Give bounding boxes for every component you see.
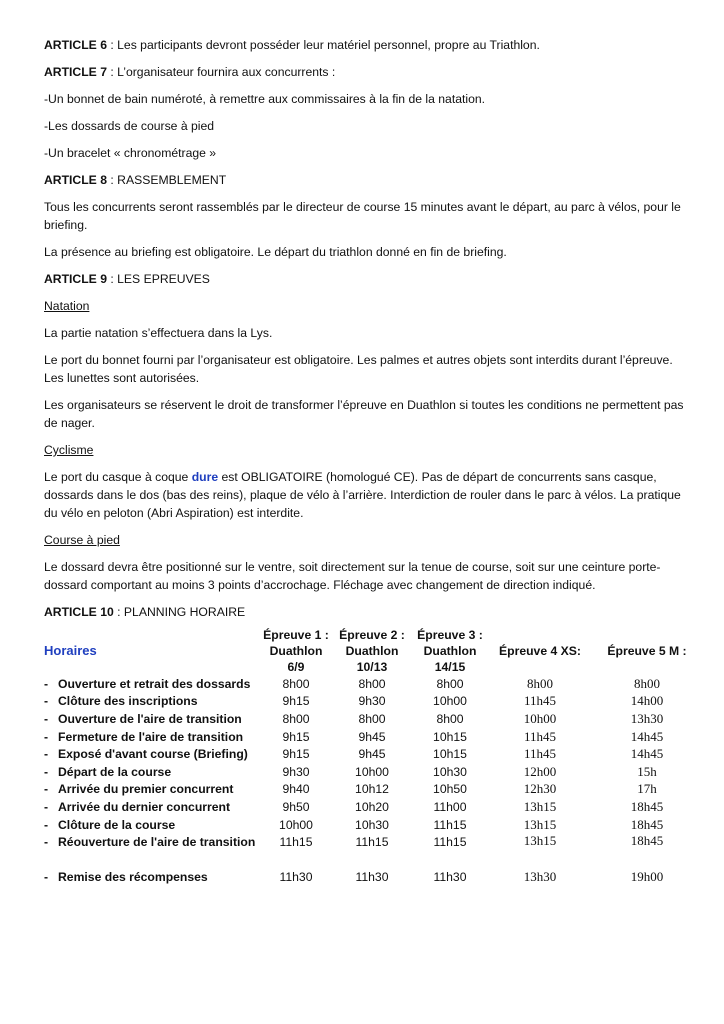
spacer-row: [44, 851, 704, 869]
row-bullet: -: [44, 835, 49, 850]
schedule-table: [44, 627, 704, 886]
natation-paragraph: Le port du bonnet fourni par l’organisateur est obligatoire. Les palmes et autres objets sont interdits durant l’épreuve. Les lunettes sont autorisées.: [44, 353, 673, 385]
table-row: [44, 816, 704, 834]
time-cell: 14h45: [630, 728, 664, 744]
article-6: [44, 36, 684, 54]
time-cell: 9h45: [358, 747, 386, 762]
row-bullet: -: [44, 799, 49, 814]
time-cell: 15h: [637, 763, 657, 779]
row-label: Exposé d'avant course (Briefing): [58, 747, 248, 762]
article-9-label: ARTICLE 9: [44, 272, 107, 286]
row-label: Fermeture de l'aire de transition: [58, 729, 244, 744]
time-cell: 10h15: [433, 729, 467, 744]
article-9: [44, 270, 684, 288]
article-6-label: ARTICLE 6: [44, 38, 107, 52]
article-8-text: : RASSEMBLEMENT: [106, 173, 227, 187]
column-header-line: Épreuve 1 :: [263, 628, 329, 642]
column-header-line: 6/9: [287, 660, 305, 674]
time-cell: 8h00: [282, 676, 310, 691]
row-label: Arrivée du premier concurrent: [58, 782, 234, 797]
article-8-label: ARTICLE 8: [44, 173, 107, 187]
time-cell: 8h00: [358, 676, 386, 691]
natation-heading: Natation: [44, 299, 90, 313]
time-cell: 18h45: [630, 833, 664, 849]
article-7-text: : L’organisateur fournira aux concurrents :: [106, 65, 336, 79]
column-header-line: Duathlon: [423, 644, 477, 658]
time-cell: 10h50: [433, 782, 467, 797]
row-label: Ouverture de l'aire de transition: [58, 711, 242, 726]
column-header: Épreuve 5 M :: [607, 644, 687, 658]
column-header: [410, 627, 490, 675]
table-row: [44, 781, 704, 799]
time-cell: 9h30: [282, 764, 310, 779]
time-cell: 13h15: [523, 833, 557, 849]
row-bullet: -: [44, 870, 49, 885]
time-cell: 13h30: [523, 869, 557, 885]
article-7: [44, 63, 684, 81]
time-cell: 8h00: [436, 711, 464, 726]
article-7-item: -Les dossards de course à pied: [44, 119, 215, 133]
table-row: [44, 763, 704, 781]
article-8-paragraph: Tous les concurrents seront rassemblés par le directeur de course 15 minutes avant le départ, au parc à vélos, pour le briefing.: [44, 200, 681, 232]
column-header-line: Duathlon: [269, 644, 323, 658]
cyclisme-text-before: Le port du casque à coque: [44, 470, 192, 484]
time-cell: 10h00: [523, 710, 557, 726]
row-bullet: -: [44, 676, 49, 691]
time-cell: 10h30: [433, 764, 467, 779]
table-row: [44, 798, 704, 816]
time-cell: 9h30: [358, 694, 386, 709]
cyclisme-text-after: est OBLIGATOIRE (homologué CE). Pas de départ de concurrents sans casque, dossards dans le dos (bas des reins), plaque de vélo à l’arrière. Interdiction de rouler dans le parc à vélos. La pratique du vélo en peloton (Abri Aspiration) est interdite.: [44, 470, 681, 520]
time-cell: 11h45: [523, 693, 557, 709]
time-cell: 13h30: [630, 710, 664, 726]
time-cell: 10h00: [279, 817, 313, 832]
time-cell: 11h15: [279, 835, 313, 850]
row-label: Ouverture et retrait des dossards: [58, 676, 251, 691]
time-cell: 19h00: [630, 869, 664, 885]
row-label: Clôture des inscriptions: [58, 694, 198, 709]
table-row: [44, 710, 704, 728]
row-bullet: -: [44, 711, 49, 726]
time-cell: 17h: [637, 781, 657, 797]
row-bullet: -: [44, 694, 49, 709]
article-10: [44, 603, 684, 621]
time-cell: 11h15: [355, 835, 389, 850]
time-cell: 13h15: [523, 798, 557, 814]
column-header-line: Épreuve 2 :: [339, 628, 405, 642]
article-10-label: ARTICLE 10: [44, 605, 114, 619]
column-header-line: 14/15: [434, 660, 466, 674]
row-bullet: -: [44, 817, 49, 832]
time-cell: 11h00: [433, 799, 467, 814]
article-8: [44, 171, 684, 189]
document-page: [44, 36, 687, 886]
cyclisme-heading: Cyclisme: [44, 443, 94, 457]
article-9-text: : LES EPREUVES: [106, 272, 210, 286]
row-label: Arrivée du dernier concurrent: [58, 799, 231, 814]
time-cell: 8h00: [282, 711, 310, 726]
time-cell: 11h45: [523, 728, 557, 744]
time-cell: 11h30: [279, 870, 313, 885]
course-paragraph: Le dossard devra être positionné sur le ventre, soit directement sur la tenue de course, soit sur une ceinture porte-dossard comportant au moins 3 points d’accrochage. Fléchage avec changement de direction indiqué.: [44, 560, 661, 592]
natation-paragraph: La partie natation s’effectuera dans la Lys.: [44, 326, 273, 340]
horaires-heading: Horaires: [44, 643, 97, 658]
row-label: Réouverture de l'aire de transition: [58, 835, 256, 850]
time-cell: 11h15: [433, 835, 467, 850]
cyclisme-emphasis: dure: [191, 470, 219, 484]
column-header-line: Épreuve 3 :: [417, 628, 483, 642]
time-cell: 8h00: [358, 711, 386, 726]
time-cell: 9h40: [282, 782, 310, 797]
time-cell: 8h00: [436, 676, 464, 691]
table-row: [44, 833, 704, 851]
time-cell: 8h00: [634, 675, 660, 691]
time-cell: 9h15: [282, 729, 310, 744]
column-header-line: Duathlon: [345, 644, 399, 658]
time-cell: 9h15: [282, 747, 310, 762]
table-row: [44, 745, 704, 763]
time-cell: 18h45: [630, 798, 664, 814]
time-cell: 9h50: [282, 799, 310, 814]
row-bullet: -: [44, 764, 49, 779]
time-cell: 12h00: [523, 763, 557, 779]
time-cell: 14h45: [630, 746, 664, 762]
course-heading: Course à pied: [44, 533, 120, 547]
time-cell: 18h45: [630, 816, 664, 832]
table-row: [44, 869, 704, 887]
table-row: [44, 728, 704, 746]
article-8-paragraph: La présence au briefing est obligatoire. Le départ du triathlon donné en fin de briefing.: [44, 245, 507, 259]
time-cell: 11h45: [523, 746, 557, 762]
article-6-text: : Les participants devront posséder leur matériel personnel, propre au Triathlon.: [106, 38, 540, 52]
time-cell: 11h30: [433, 870, 467, 885]
row-label: Départ de la course: [58, 764, 172, 779]
row-label: Clôture de la course: [58, 817, 176, 832]
row-bullet: -: [44, 747, 49, 762]
schedule-header-row: [44, 627, 704, 675]
row-label: Remise des récompenses: [58, 870, 208, 885]
schedule-body: [44, 675, 704, 886]
time-cell: 13h15: [523, 816, 557, 832]
time-cell: 10h30: [355, 817, 389, 832]
time-cell: 10h12: [355, 782, 389, 797]
time-cell: 10h00: [433, 694, 467, 709]
row-bullet: -: [44, 782, 49, 797]
time-cell: 9h45: [358, 729, 386, 744]
column-header: Épreuve 4 XS:: [499, 644, 581, 658]
time-cell: 9h15: [282, 694, 310, 709]
time-cell: 10h15: [433, 747, 467, 762]
time-cell: 10h00: [355, 764, 389, 779]
time-cell: 11h15: [433, 817, 467, 832]
time-cell: 10h20: [355, 799, 389, 814]
column-header: [258, 627, 334, 675]
row-bullet: -: [44, 729, 49, 744]
article-7-item: -Un bonnet de bain numéroté, à remettre aux commissaires à la fin de la natation.: [44, 92, 486, 106]
article-10-text: : PLANNING HORAIRE: [113, 605, 246, 619]
natation-paragraph: Les organisateurs se réservent le droit de transformer l’épreuve en Duathlon si toutes les conditions ne permettent pas de nager.: [44, 398, 684, 430]
time-cell: 12h30: [523, 781, 557, 797]
article-7-item: -Un bracelet « chronométrage »: [44, 146, 217, 160]
cyclisme-paragraph: [44, 468, 684, 522]
column-header-line: 10/13: [356, 660, 388, 674]
article-7-label: ARTICLE 7: [44, 65, 107, 79]
column-header: [334, 627, 410, 675]
table-row: [44, 693, 704, 711]
table-row: [44, 675, 704, 693]
time-cell: 11h30: [355, 870, 389, 885]
time-cell: 8h00: [527, 675, 553, 691]
time-cell: 14h00: [630, 693, 664, 709]
